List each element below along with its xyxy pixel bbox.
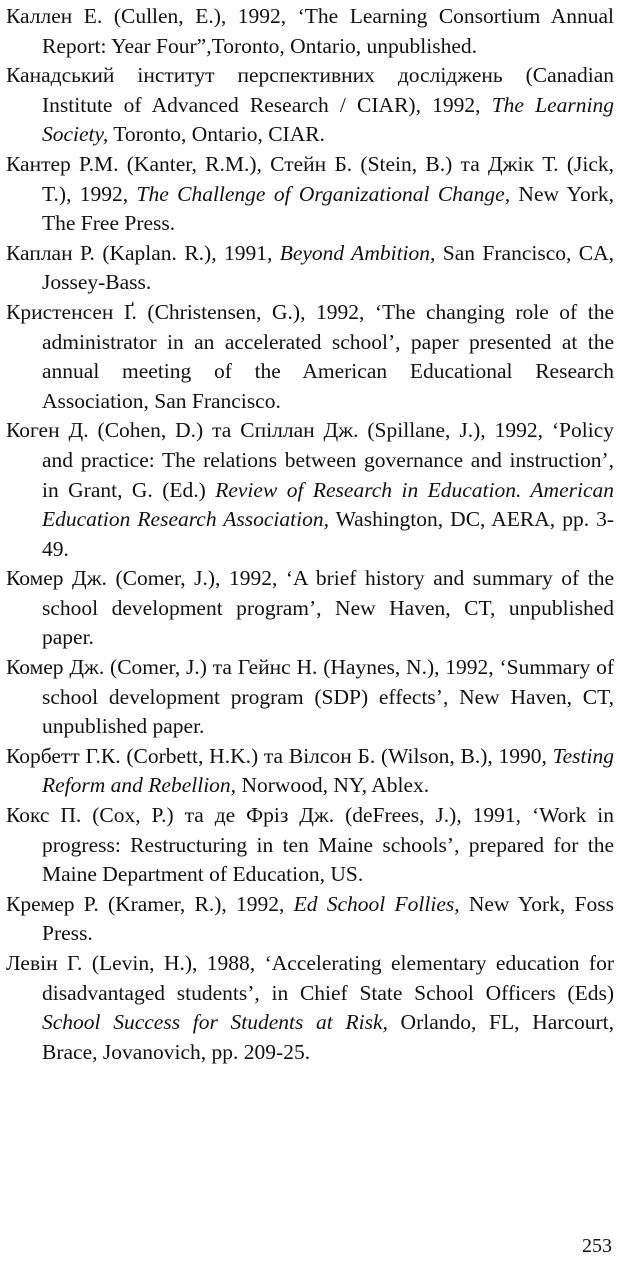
- reference-entry: [6, 742, 614, 801]
- reference-entry: [6, 416, 614, 564]
- reference-text: Коген Д. (Cohen, D.) та Спіллан Дж. (Spillane, J.), 1992, ‘Policy and practice: The relations between governance and instruction’, in Grant, G. (Ed.): [6, 418, 614, 502]
- reference-text: Каллен Е. (Cullen, E.), 1992, ‘The Learning Consortium Annual Report: Year Four”,Toronto, Ontario, unpublished.: [6, 4, 614, 58]
- reference-entry: [6, 949, 614, 1067]
- reference-title: The Learning Society,: [42, 92, 614, 147]
- reference-title: Ed School Follies,: [293, 891, 460, 916]
- reference-text: Комер Дж. (Comer, J.), 1992, ‘A brief history and summary of the school development program’, New Haven, CT, unpublished paper.: [6, 566, 614, 650]
- reference-text: Orlando, FL, Harcourt, Brace, Jovanovich, pp. 209-25.: [42, 1010, 614, 1064]
- reference-title: Testing Reform and Rebellion,: [42, 743, 614, 798]
- reference-text: Кристенсен Ґ. (Christensen, G.), 1992, ‘The changing role of the administrator in an accelerated school’, paper presented at the annual meeting of the American Educational Research Association, San Francisco.: [6, 299, 614, 413]
- reference-text: Каплан P. (Kaplan. R.), 1991,: [6, 240, 280, 265]
- reference-entry: [6, 239, 614, 298]
- reference-text: Кремер P. (Kramer, R.), 1992,: [6, 891, 294, 916]
- reference-entry: [6, 298, 614, 416]
- reference-entry: [6, 61, 614, 150]
- reference-entry: [6, 890, 614, 949]
- reference-title: Beyond Ambition,: [279, 240, 436, 265]
- reference-text: Toronto, Ontario, CIAR.: [108, 122, 325, 147]
- reference-entry: [6, 564, 614, 653]
- reference-title: The Challenge of Organizational Change,: [136, 181, 511, 206]
- reference-entry: [6, 2, 614, 61]
- reference-text: Кокс П. (Cox, P.) та де Фріз Дж. (deFrees, J.), 1991, ‘Work in progress: Restructuring in ten Maine schools’, prepared for the Maine Department of Education, US.: [6, 803, 614, 887]
- reference-text: New York, Foss Press.: [42, 891, 614, 946]
- reference-text: Washington, DC, AERA, pp. 3-49.: [42, 507, 615, 561]
- reference-title: Review of Research in Education. American Education Research Association,: [42, 477, 614, 532]
- reference-text: Корбетт Г.К. (Corbett, H.K.) та Вілсон Б. (Wilson, B.), 1990,: [6, 743, 553, 768]
- reference-title: School Success for Students at Risk,: [42, 1010, 388, 1035]
- reference-entry: [6, 653, 614, 742]
- reference-text: Левін Г. (Levin, H.), 1988, ‘Accelerating elementary education for disadvantaged students’, in Chief State School Officers (Eds): [6, 951, 614, 1005]
- reference-entry: [6, 150, 614, 239]
- reference-text: New York, The Free Press.: [42, 181, 614, 236]
- reference-list: [6, 2, 614, 1067]
- page-number: 253: [582, 1235, 612, 1257]
- reference-text: Кантер P.M. (Kanter, R.M.), Стейн Б. (Stein, B.) та Джік Т. (Jick, T.), 1992,: [6, 151, 614, 206]
- reference-entry: [6, 801, 614, 890]
- reference-text: Norwood, NY, Ablex.: [236, 773, 430, 798]
- reference-text: San Francisco, CA, Jossey-Bass.: [42, 240, 614, 295]
- reference-text: Комер Дж. (Comer, J.) та Гейнс Н. (Haynes, N.), 1992, ‘Summary of school development program (SDP) effects’, New Haven, CT, unpublished paper.: [6, 655, 614, 739]
- reference-text: Канадський інститут перспективних досліджень (Canadian Institute of Advanced Research / CIAR), 1992,: [6, 63, 614, 117]
